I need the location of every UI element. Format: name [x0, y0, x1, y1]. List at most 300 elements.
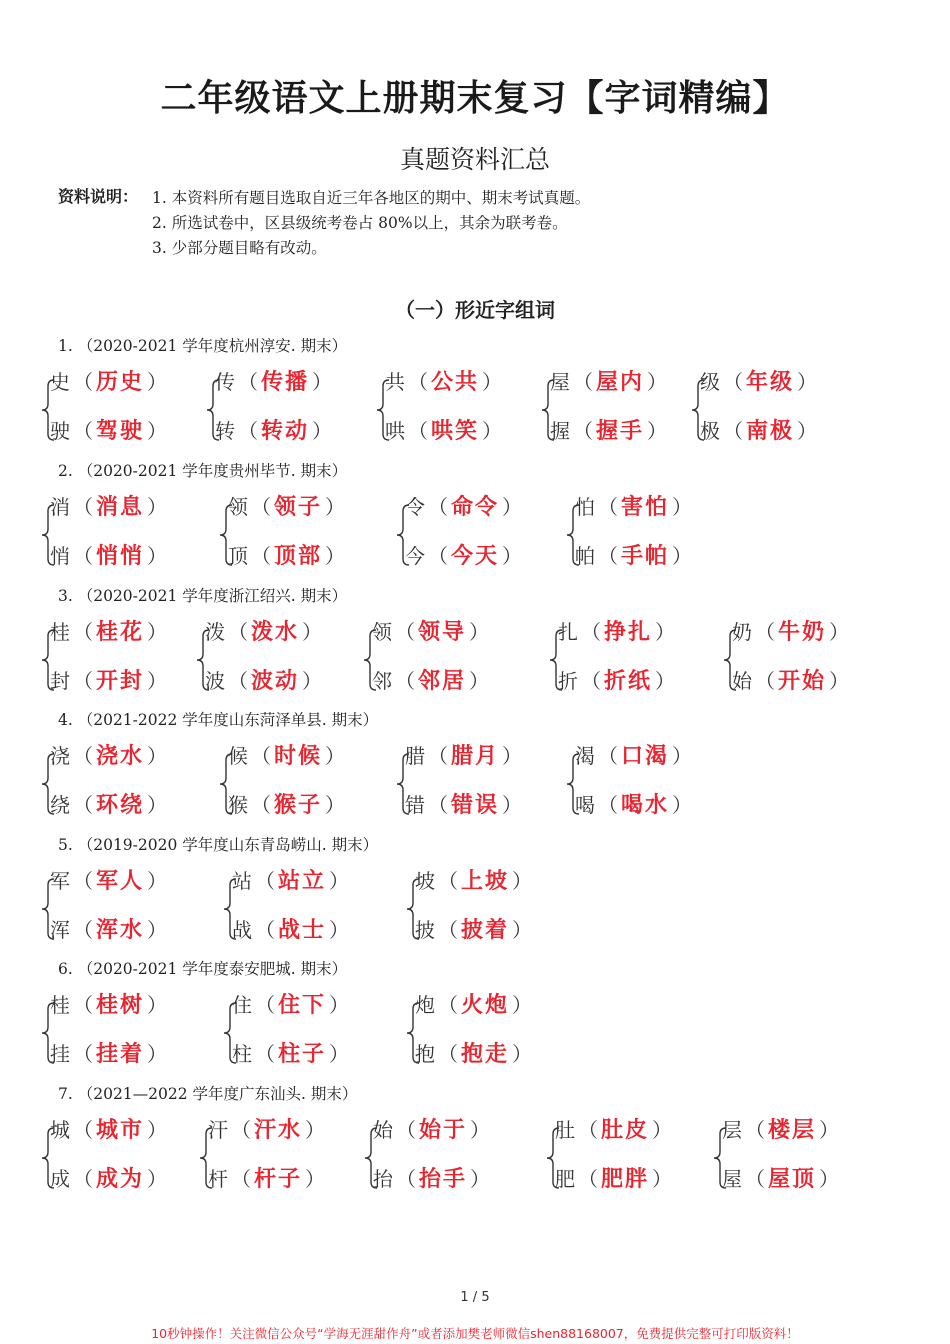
paren-open: （ — [723, 370, 743, 394]
word-pair — [548, 619, 718, 700]
paren-open: （ — [395, 620, 415, 644]
paren-close: ） — [672, 495, 693, 519]
paren-open: （ — [745, 1118, 765, 1142]
paren-open: （ — [598, 793, 618, 817]
character: 层 — [722, 1118, 742, 1142]
word-pair — [405, 868, 575, 949]
character: 渴 — [575, 744, 595, 768]
group-header: 6. （2020-2021 学年度泰安肥城. 期末） — [58, 960, 348, 978]
word-pair — [540, 369, 710, 450]
word-pair — [722, 619, 892, 700]
character: 始 — [732, 669, 752, 693]
word-pair — [362, 619, 532, 700]
footer-promo: 10秒钟操作！关注微信公众号“学海无涯甜作舟”或者添加樊老师微信shen88168007，免费提供完整可打印版资料！ — [151, 1326, 799, 1341]
paren-close: ） — [147, 744, 168, 768]
paren-close: ） — [469, 620, 490, 644]
character: 级 — [700, 370, 720, 394]
character: 挂 — [50, 1042, 70, 1066]
word-row — [205, 615, 325, 649]
paren-open: （ — [73, 419, 93, 443]
word-pair — [545, 1117, 715, 1198]
word-row — [550, 414, 670, 448]
note-item: 1. 本资料所有题目选取自近三年各地区的期中、期末考试真题。 — [152, 189, 591, 207]
paren-close: ） — [329, 918, 350, 942]
character: 桂 — [50, 993, 70, 1017]
character: 奶 — [732, 620, 752, 644]
answer-word: 邻居 — [418, 668, 467, 694]
character: 帕 — [575, 544, 595, 568]
paren-close: ） — [512, 1042, 533, 1066]
answer-word: 手帕 — [621, 543, 670, 569]
word-row — [232, 913, 352, 947]
paren-close: ） — [312, 419, 333, 443]
group-header: 1. （2020-2021 学年度杭州淳安. 期末） — [58, 337, 348, 355]
character: 怕 — [575, 495, 595, 519]
character: 封 — [50, 669, 70, 693]
word-row — [405, 788, 525, 822]
paren-open: （ — [755, 620, 775, 644]
answer-word: 年级 — [746, 369, 795, 395]
character: 桂 — [50, 620, 70, 644]
word-row — [228, 490, 348, 524]
word-row — [415, 913, 535, 947]
answer-word: 桂花 — [96, 619, 145, 645]
paren-open: （ — [238, 419, 258, 443]
word-row — [405, 490, 525, 524]
paren-open: （ — [581, 620, 601, 644]
paren-open: （ — [578, 1167, 598, 1191]
answer-word: 领导 — [418, 619, 467, 645]
word-row — [232, 864, 352, 898]
character: 顶 — [228, 544, 248, 568]
word-row — [50, 788, 170, 822]
paren-close: ） — [652, 1118, 673, 1142]
character: 转 — [215, 419, 235, 443]
section-title: （一）形近字组词 — [395, 298, 555, 322]
paren-open: （ — [73, 793, 93, 817]
paren-open: （ — [598, 495, 618, 519]
word-row — [373, 1113, 493, 1147]
word-row — [722, 1113, 842, 1147]
answer-word: 桂树 — [96, 992, 145, 1018]
paren-open: （ — [723, 419, 743, 443]
paren-open: （ — [745, 1167, 765, 1191]
answer-word: 今天 — [451, 543, 500, 569]
word-pair — [40, 369, 210, 450]
character: 猴 — [228, 793, 248, 817]
character: 喝 — [575, 793, 595, 817]
note-item: 2. 所选试卷中，区县级统考卷占 80%以上，其余为联考卷。 — [152, 214, 568, 232]
paren-open: （ — [428, 495, 448, 519]
paren-close: ） — [829, 620, 850, 644]
paren-open: （ — [228, 669, 248, 693]
paren-open: （ — [581, 669, 601, 693]
word-pair — [222, 992, 392, 1073]
word-row — [732, 615, 852, 649]
paren-open: （ — [73, 918, 93, 942]
paren-open: （ — [755, 669, 775, 693]
paren-close: ） — [147, 669, 168, 693]
paren-close: ） — [502, 495, 523, 519]
paren-open: （ — [73, 544, 93, 568]
word-pair — [40, 494, 210, 575]
answer-word: 转动 — [261, 418, 310, 444]
word-row — [722, 1162, 842, 1196]
answer-word: 南极 — [746, 418, 795, 444]
answer-word: 公共 — [431, 369, 480, 395]
paren-close: ） — [512, 918, 533, 942]
note-item: 3. 少部分题目略有改动。 — [152, 239, 327, 257]
answer-word: 杆子 — [254, 1166, 303, 1192]
paren-open: （ — [573, 370, 593, 394]
word-pair — [565, 743, 735, 824]
paren-close: ） — [147, 993, 168, 1017]
paren-open: （ — [573, 419, 593, 443]
paren-close: ） — [329, 993, 350, 1017]
character: 悄 — [50, 544, 70, 568]
word-pair — [712, 1117, 882, 1198]
answer-word: 始于 — [419, 1117, 468, 1143]
paren-open: （ — [438, 918, 458, 942]
paren-close: ） — [647, 419, 668, 443]
word-row — [415, 864, 535, 898]
answer-word: 挣扎 — [604, 619, 653, 645]
paren-close: ） — [147, 1167, 168, 1191]
word-row — [558, 664, 678, 698]
paren-close: ） — [512, 993, 533, 1017]
character: 握 — [550, 419, 570, 443]
word-pair — [218, 743, 388, 824]
answer-word: 肚皮 — [601, 1117, 650, 1143]
word-row — [558, 615, 678, 649]
paren-close: ） — [325, 744, 346, 768]
answer-word: 猴子 — [274, 792, 323, 818]
word-row — [50, 913, 170, 947]
character: 消 — [50, 495, 70, 519]
paren-close: ） — [819, 1118, 840, 1142]
answer-word: 顶部 — [274, 543, 323, 569]
paren-open: （ — [73, 620, 93, 644]
character: 浇 — [50, 744, 70, 768]
paren-close: ） — [647, 370, 668, 394]
word-row — [50, 864, 170, 898]
word-row — [700, 414, 820, 448]
answer-word: 肥胖 — [601, 1166, 650, 1192]
paren-close: ） — [672, 793, 693, 817]
paren-open: （ — [408, 370, 428, 394]
word-row — [50, 490, 170, 524]
word-row — [50, 988, 170, 1022]
paren-close: ） — [305, 1118, 326, 1142]
answer-word: 领子 — [274, 494, 323, 520]
answer-word: 握手 — [596, 418, 645, 444]
paren-open: （ — [438, 869, 458, 893]
answer-word: 害怕 — [621, 494, 670, 520]
character: 扎 — [558, 620, 578, 644]
answer-word: 传播 — [261, 369, 310, 395]
word-row — [555, 1162, 675, 1196]
paren-open: （ — [255, 1042, 275, 1066]
paren-close: ） — [147, 869, 168, 893]
word-row — [50, 1162, 170, 1196]
word-pair — [690, 369, 860, 450]
paren-open: （ — [598, 744, 618, 768]
answer-word: 历史 — [96, 369, 145, 395]
word-row — [50, 1113, 170, 1147]
character: 领 — [228, 495, 248, 519]
answer-word: 抱走 — [461, 1041, 510, 1067]
character: 坡 — [415, 869, 435, 893]
word-pair — [205, 369, 375, 450]
answer-word: 波动 — [251, 668, 300, 694]
paren-open: （ — [438, 1042, 458, 1066]
answer-word: 军人 — [96, 868, 145, 894]
word-row — [385, 365, 505, 399]
word-row — [50, 739, 170, 773]
word-row — [215, 365, 335, 399]
answer-word: 屋顶 — [768, 1166, 817, 1192]
answer-word: 浇水 — [96, 743, 145, 769]
paren-close: ） — [502, 544, 523, 568]
paren-open: （ — [255, 918, 275, 942]
word-pair — [375, 369, 545, 450]
word-pair — [40, 743, 210, 824]
character: 极 — [700, 419, 720, 443]
paren-open: （ — [598, 544, 618, 568]
paren-close: ） — [147, 419, 168, 443]
paren-open: （ — [73, 495, 93, 519]
character: 今 — [405, 544, 425, 568]
character: 成 — [50, 1167, 70, 1191]
paren-open: （ — [251, 495, 271, 519]
character: 腊 — [405, 744, 425, 768]
paren-open: （ — [251, 744, 271, 768]
paren-close: ） — [147, 1118, 168, 1142]
paren-open: （ — [228, 620, 248, 644]
paren-open: （ — [238, 370, 258, 394]
word-pair — [40, 619, 210, 700]
word-row — [50, 664, 170, 698]
answer-word: 喝水 — [621, 792, 670, 818]
notes-label: 资料说明： — [58, 187, 139, 206]
paren-close: ） — [482, 370, 503, 394]
answer-word: 楼层 — [768, 1117, 817, 1143]
character: 柱 — [232, 1042, 252, 1066]
word-pair — [395, 743, 565, 824]
paren-close: ） — [482, 419, 503, 443]
paren-close: ） — [147, 620, 168, 644]
paren-close: ） — [325, 793, 346, 817]
character: 战 — [232, 918, 252, 942]
word-row — [205, 664, 325, 698]
word-row — [700, 365, 820, 399]
word-pair — [565, 494, 735, 575]
character: 住 — [232, 993, 252, 1017]
answer-word: 汗水 — [254, 1117, 303, 1143]
word-row — [550, 365, 670, 399]
paren-open: （ — [396, 1118, 416, 1142]
word-row — [373, 1162, 493, 1196]
word-row — [575, 490, 695, 524]
paren-open: （ — [578, 1118, 598, 1142]
paren-open: （ — [428, 544, 448, 568]
answer-word: 折纸 — [604, 668, 653, 694]
group-header: 3. （2020-2021 学年度浙江绍兴. 期末） — [58, 587, 348, 605]
paren-open: （ — [231, 1167, 251, 1191]
paren-open: （ — [396, 1167, 416, 1191]
group-header: 5. （2019-2020 学年度山东青岛崂山. 期末） — [58, 836, 379, 854]
character: 波 — [205, 669, 225, 693]
paren-open: （ — [255, 993, 275, 1017]
answer-word: 住下 — [278, 992, 327, 1018]
paren-open: （ — [428, 744, 448, 768]
paren-open: （ — [408, 419, 428, 443]
paren-open: （ — [73, 744, 93, 768]
answer-word: 站立 — [278, 868, 327, 894]
paren-close: ） — [502, 744, 523, 768]
word-row — [415, 988, 535, 1022]
paren-close: ） — [325, 495, 346, 519]
answer-word: 驾驶 — [96, 418, 145, 444]
answer-word: 披着 — [461, 917, 510, 943]
word-row — [385, 414, 505, 448]
word-row — [232, 1037, 352, 1071]
paren-close: ） — [312, 370, 333, 394]
character: 抱 — [415, 1042, 435, 1066]
character: 折 — [558, 669, 578, 693]
paren-open: （ — [73, 993, 93, 1017]
paren-close: ） — [147, 495, 168, 519]
character: 驶 — [50, 419, 70, 443]
answer-word: 城市 — [96, 1117, 145, 1143]
character: 令 — [405, 495, 425, 519]
character: 肥 — [555, 1167, 575, 1191]
answer-word: 浑水 — [96, 917, 145, 943]
paren-close: ） — [470, 1118, 491, 1142]
answer-word: 时候 — [274, 743, 323, 769]
answer-word: 口渴 — [621, 743, 670, 769]
word-pair — [40, 1117, 210, 1198]
answer-word: 悄悄 — [96, 543, 145, 569]
word-row — [732, 664, 852, 698]
paren-close: ） — [797, 370, 818, 394]
answer-word: 消息 — [96, 494, 145, 520]
paren-close: ） — [672, 744, 693, 768]
paren-open: （ — [73, 869, 93, 893]
character: 领 — [372, 620, 392, 644]
character: 候 — [228, 744, 248, 768]
word-pair — [195, 619, 365, 700]
word-pair — [218, 494, 388, 575]
paren-open: （ — [395, 669, 415, 693]
word-row — [50, 1037, 170, 1071]
answer-word: 挂着 — [96, 1041, 145, 1067]
paren-close: ） — [797, 419, 818, 443]
paren-close: ） — [829, 669, 850, 693]
word-row — [415, 1037, 535, 1071]
paren-open: （ — [428, 793, 448, 817]
character: 邻 — [372, 669, 392, 693]
answer-word: 命令 — [451, 494, 500, 520]
paren-open: （ — [231, 1118, 251, 1142]
character: 汗 — [208, 1118, 228, 1142]
answer-word: 开始 — [778, 668, 827, 694]
word-pair — [222, 868, 392, 949]
answer-word: 哄笑 — [431, 418, 480, 444]
word-row — [232, 988, 352, 1022]
word-row — [50, 365, 170, 399]
paren-open: （ — [73, 1042, 93, 1066]
paren-close: ） — [470, 1167, 491, 1191]
paren-open: （ — [251, 544, 271, 568]
word-row — [575, 739, 695, 773]
group-header: 7. （2021—2022 学年度广东汕头. 期末） — [58, 1085, 358, 1103]
paren-close: ） — [502, 793, 523, 817]
page-subtitle: 真题资料汇总 — [399, 145, 550, 174]
word-row — [228, 539, 348, 573]
character: 杆 — [208, 1167, 228, 1191]
answer-word: 屋内 — [596, 369, 645, 395]
character: 共 — [385, 370, 405, 394]
word-row — [575, 539, 695, 573]
answer-word: 柱子 — [278, 1041, 327, 1067]
paren-close: ） — [147, 1042, 168, 1066]
paren-open: （ — [438, 993, 458, 1017]
paren-close: ） — [655, 620, 676, 644]
character: 哄 — [385, 419, 405, 443]
paren-close: ） — [819, 1167, 840, 1191]
answer-word: 泼水 — [251, 619, 300, 645]
answer-word: 成为 — [96, 1166, 145, 1192]
paren-close: ） — [302, 620, 323, 644]
word-row — [228, 788, 348, 822]
word-row — [405, 739, 525, 773]
word-pair — [40, 992, 210, 1073]
group-header: 2. （2020-2021 学年度贵州毕节. 期末） — [58, 462, 348, 480]
answer-word: 错误 — [451, 792, 500, 818]
word-row — [208, 1162, 328, 1196]
word-row — [372, 615, 492, 649]
character: 披 — [415, 918, 435, 942]
paren-close: ） — [329, 869, 350, 893]
paren-open: （ — [251, 793, 271, 817]
page-title: 二年级语文上册期末复习【字词精编】 — [160, 78, 790, 119]
answer-word: 上坡 — [461, 868, 510, 894]
answer-word: 火炮 — [461, 992, 510, 1018]
word-row — [50, 615, 170, 649]
paren-close: ） — [305, 1167, 326, 1191]
page-number: 1 / 5 — [460, 1290, 490, 1305]
character: 站 — [232, 869, 252, 893]
paren-open: （ — [73, 1118, 93, 1142]
character: 炮 — [415, 993, 435, 1017]
answer-word: 战士 — [278, 917, 327, 943]
word-row — [372, 664, 492, 698]
paren-open: （ — [73, 370, 93, 394]
paren-close: ） — [147, 793, 168, 817]
answer-word: 腊月 — [451, 743, 500, 769]
group-header: 4. （2021-2022 学年度山东菏泽单县. 期末） — [58, 711, 379, 729]
paren-close: ） — [512, 869, 533, 893]
character: 屋 — [550, 370, 570, 394]
paren-open: （ — [73, 1167, 93, 1191]
character: 城 — [50, 1118, 70, 1142]
answer-word: 牛奶 — [778, 619, 827, 645]
paren-close: ） — [329, 1042, 350, 1066]
paren-close: ） — [147, 370, 168, 394]
word-row — [215, 414, 335, 448]
character: 肚 — [555, 1118, 575, 1142]
